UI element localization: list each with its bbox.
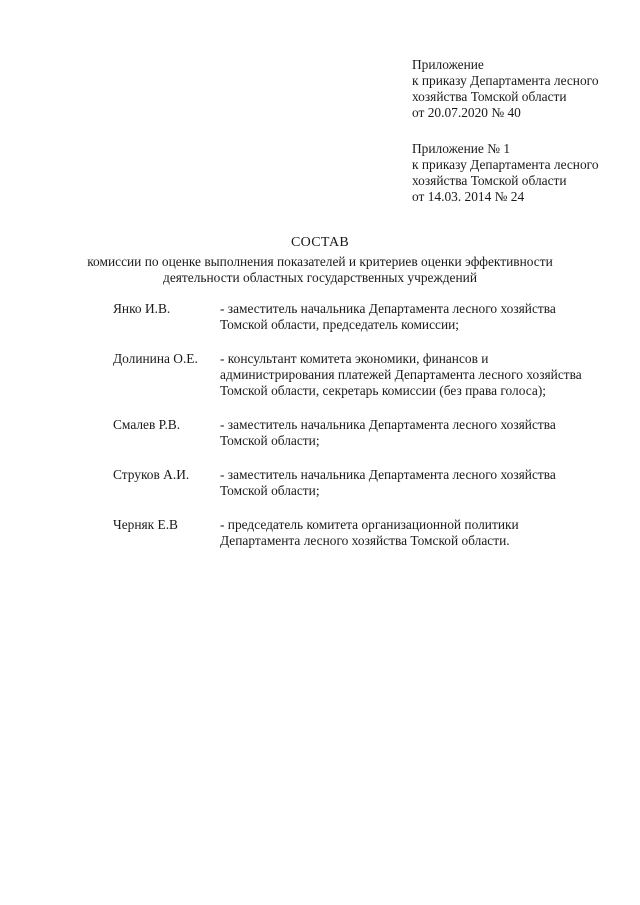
appendix-1-line: от 14.03. 2014 № 24 [412,189,525,204]
member-description [220,517,613,549]
appendix-1-line: Приложение № 1 [412,141,511,156]
member-description-line: - заместитель начальника Департамента лесного хозяйства [220,301,556,316]
commission-members-list [113,301,613,567]
appendix-1-header [412,141,632,205]
member-description-line: - консультант комитета экономики, финансов и [220,351,489,366]
member-row [113,417,613,449]
member-description-line: Томской области; [220,433,320,448]
member-description-line: Томской области, секретарь комиссии (без права голоса); [220,383,546,398]
member-name: Янко И.В. [113,301,171,316]
member-description [220,417,613,449]
member-description [220,351,613,399]
member-description [220,467,613,499]
member-row [113,301,613,333]
member-name: Струков А.И. [113,467,190,482]
appendix-line: Приложение [412,57,484,72]
member-description [220,301,613,333]
member-row [113,351,613,399]
appendix-line: к приказу Департамента лесного [412,73,599,88]
document-title: СОСТАВ [290,235,350,250]
appendix-1-line: хозяйства Томской области [412,173,567,188]
member-description-line: - председатель комитета организационной политики [220,517,519,532]
appendix-1-line: к приказу Департамента лесного [412,157,599,172]
document-subtitle-line: деятельности областных государственных учреждений [163,270,477,285]
appendix-line: от 20.07.2020 № 40 [412,105,521,120]
document-subtitle-line: комиссии по оценке выполнения показателей и критериев оценки эффективности [87,254,553,269]
member-description-line: Томской области, председатель комиссии; [220,317,460,332]
member-name: Долинина О.Е. [113,351,198,366]
member-row [113,517,613,549]
member-description-line: - заместитель начальника Департамента лесного хозяйства [220,417,556,432]
member-name: Смалев Р.В. [113,417,181,432]
member-description-line: Томской области; [220,483,320,498]
appendix-header [412,57,632,121]
appendix-line: хозяйства Томской области [412,89,567,104]
member-name: Черняк Е.В [113,517,178,532]
document-heading [0,235,640,286]
member-description-line: - заместитель начальника Департамента лесного хозяйства [220,467,556,482]
member-description-line: администрирования платежей Департамента лесного хозяйства [220,367,582,382]
member-row [113,467,613,499]
member-description-line: Департамента лесного хозяйства Томской области. [220,533,510,548]
